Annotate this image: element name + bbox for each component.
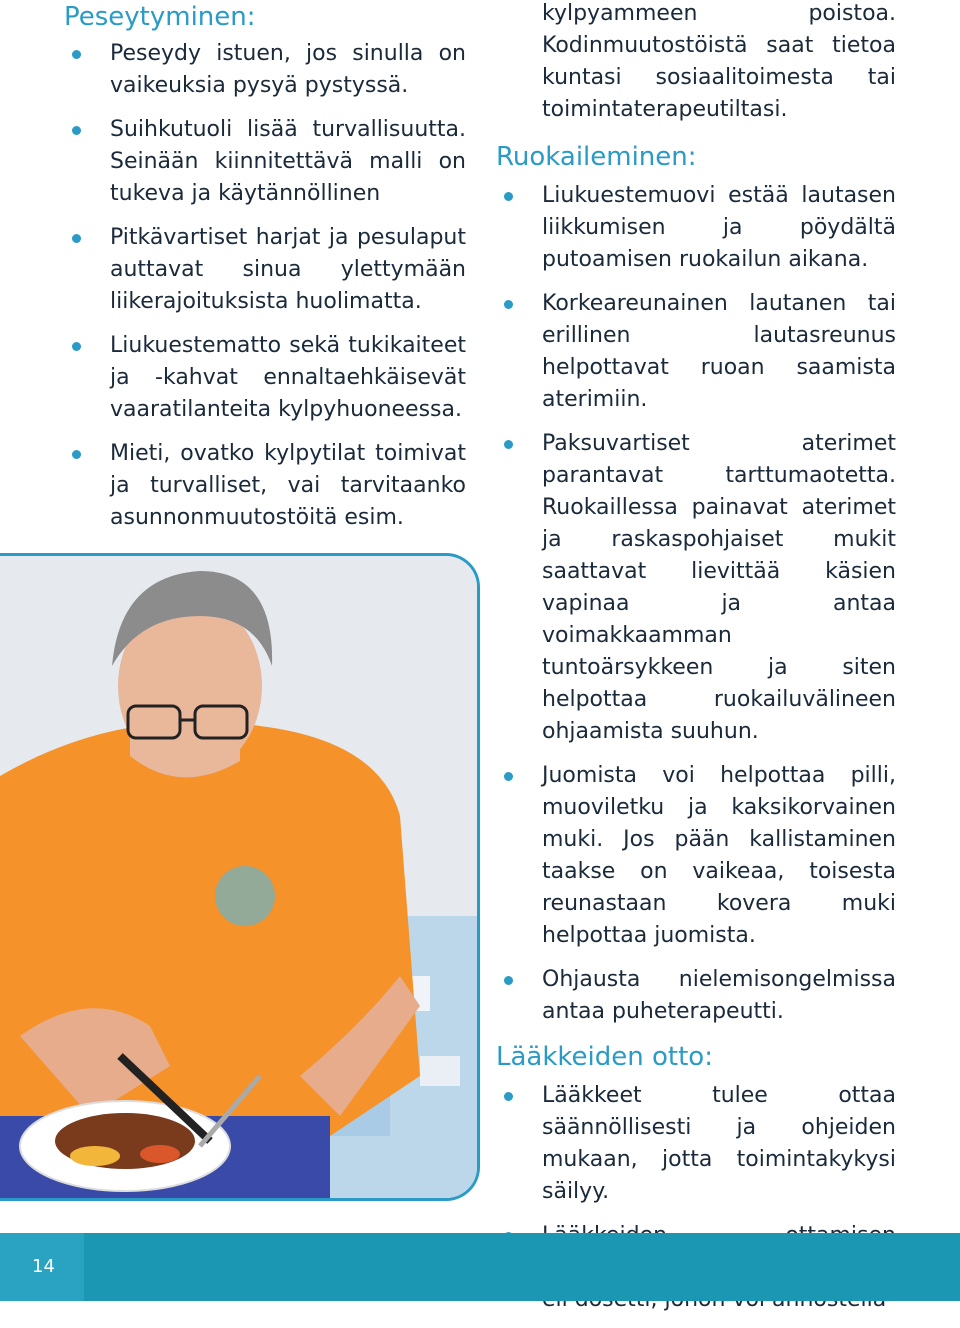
left-column: [64, 0, 466, 546]
bullet-icon: [72, 126, 81, 135]
bullet-icon: [504, 192, 513, 201]
bullet-icon: [72, 342, 81, 351]
list-item: Ohjausta nielemisongelmissa antaa puheterapeutti.: [496, 964, 896, 1028]
bullet-icon: [504, 772, 513, 781]
list-item: Juomista voi helpottaa pilli, muoviletku ja kaksikorvainen muki. Jos pään kallistaminen taakse on vaikeaa, toisesta reunastaan kovera muki helpottaa juomista.: [496, 760, 896, 952]
list-item: Mieti, ovatko kylpytilat toimivat ja turvalliset, vai tarvitaanko asunnonmuutostöitä esim.: [64, 438, 466, 534]
bullet-icon: [504, 300, 513, 309]
bullet-icon: [72, 50, 81, 59]
page-number: 14: [0, 1233, 84, 1301]
list-item: Pitkävartiset harjat ja pesulaput auttavat sinua ylettymään liikerajoituksista huolimatta.: [64, 222, 466, 318]
section-heading-bathing: Peseytyminen:: [64, 2, 256, 32]
bullet-icon: [504, 976, 513, 985]
bathing-list: [64, 38, 466, 534]
right-column: [496, 0, 896, 1328]
list-item: Peseydy istuen, jos sinulla on vaikeuksia pysyä pystyssä.: [64, 38, 466, 102]
list-item: Lääkkeet tulee ottaa säännöllisesti ja ohjeiden mukaan, jotta toimintakykysi säilyy.: [496, 1080, 896, 1208]
bullet-icon: [72, 234, 81, 243]
bullet-icon: [72, 450, 81, 459]
list-item: Liukuestemuovi estää lautasen liikkumisen ja pöydältä putoamisen ruokailun aikana.: [496, 180, 896, 276]
list-item: Korkeareunainen lautanen tai erillinen lautasreunus helpottavat ruoan saamista aterimiin.: [496, 288, 896, 416]
bullet-icon: [504, 440, 513, 449]
list-item: Suihkutuoli lisää turvallisuutta. Seinään kiinnitettävä malli on tukeva ja käytännöllinen: [64, 114, 466, 210]
continued-paragraph: kylpyammeen poistoa. Kodinmuutostöistä saat tietoa kuntasi sosiaalitoimesta tai toimintaterapeutiltasi.: [542, 1, 896, 122]
footer-bar: [0, 1233, 960, 1301]
bullet-icon: [504, 1092, 513, 1101]
eating-list: [496, 180, 896, 1028]
list-item: Liukuestematto sekä tukikaiteet ja -kahvat ennaltaehkäisevät vaaratilanteita kylpyhuoneessa.: [64, 330, 466, 426]
photo-man-eating: [0, 553, 480, 1201]
section-heading-medication: Lääkkeiden otto:: [496, 1042, 713, 1072]
photo-illustration: [0, 556, 480, 1201]
section-heading-eating: Ruokaileminen:: [496, 142, 697, 172]
list-item: Paksuvartiset aterimet parantavat tarttumaotetta. Ruokaillessa painavat aterimet ja raskaspohjaiset mukit saattavat lievittää käsien vapinaa ja antaa voimakkaamman tuntoärsykkeen ja siten helpottaa ruokailuvälineen ohjaamista suuhun.: [496, 428, 896, 748]
